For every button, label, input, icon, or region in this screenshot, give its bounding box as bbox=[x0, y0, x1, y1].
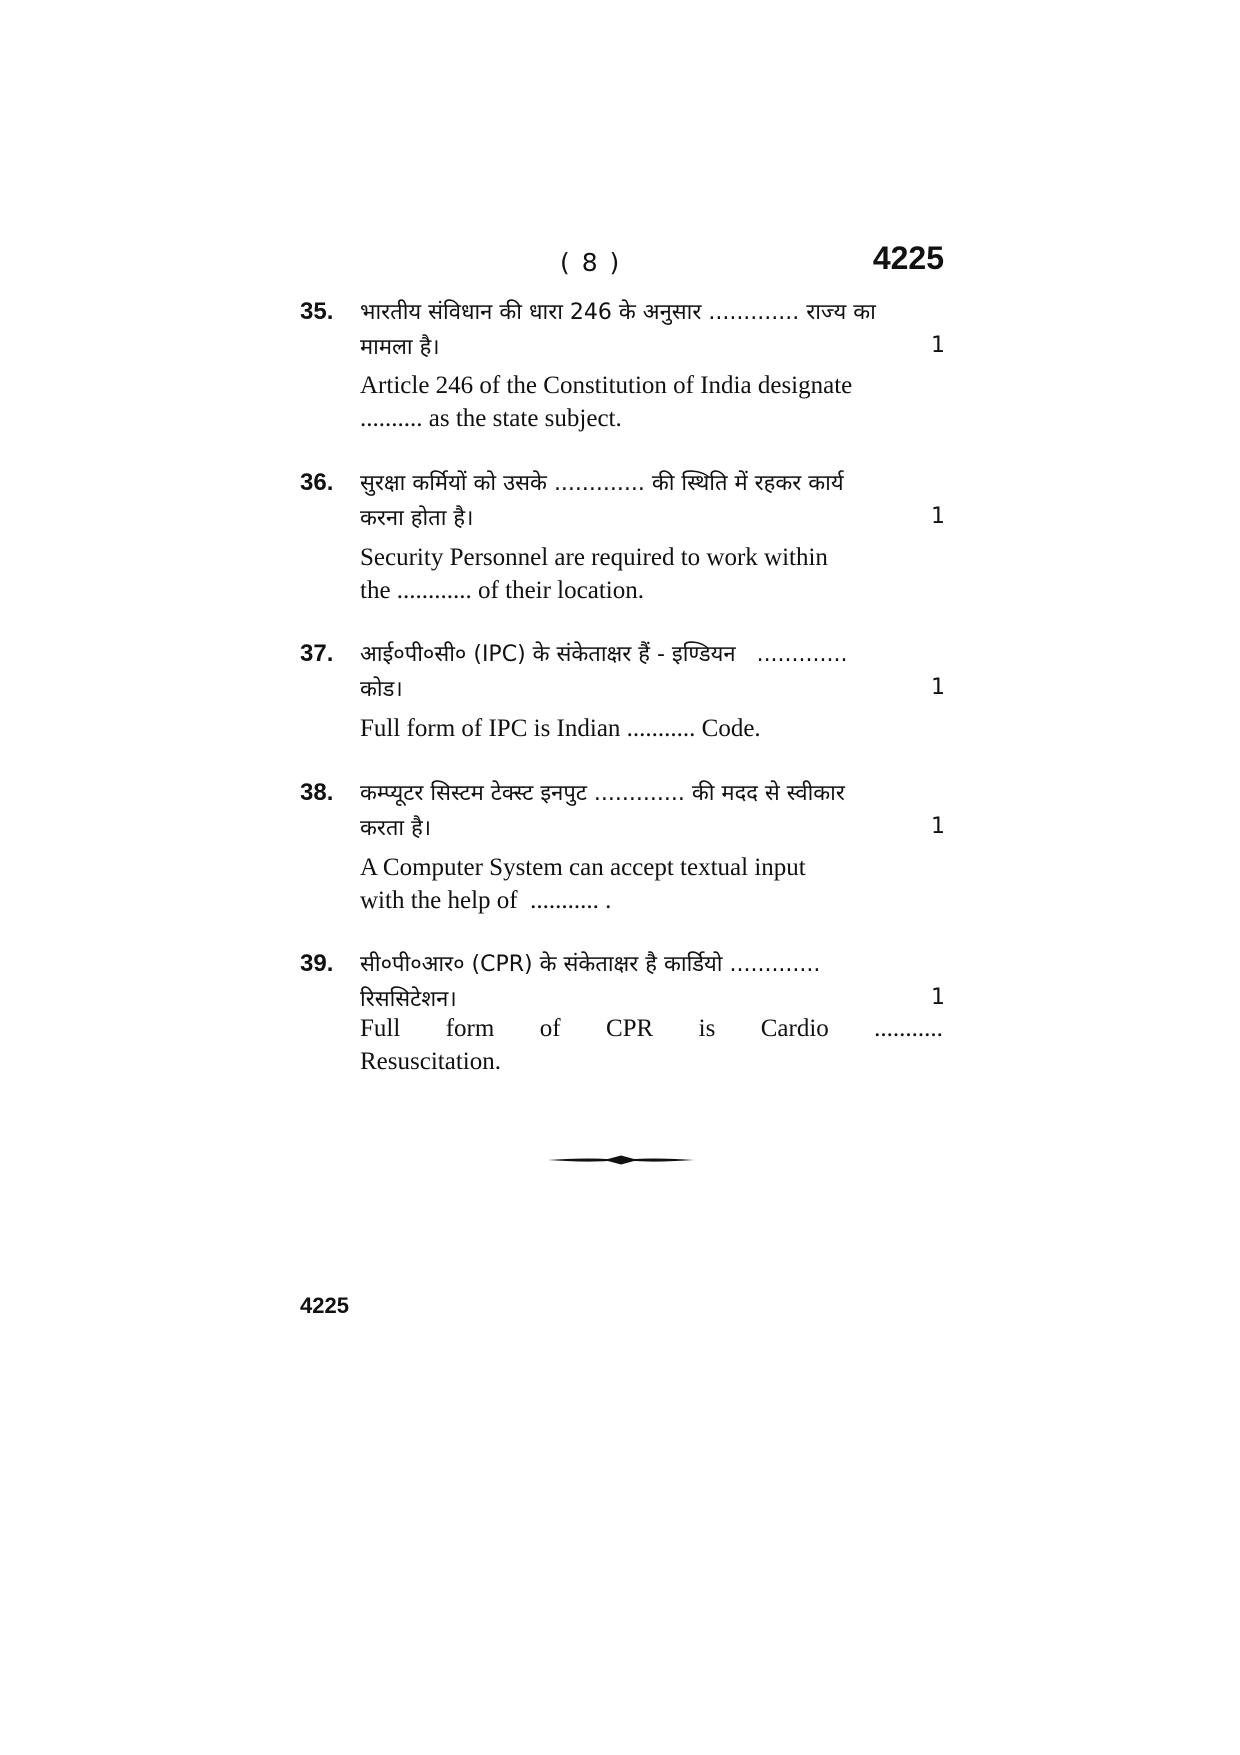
hindi-line: आई०पी०सी० (IPC) के संकेताक्षर हैं - इण्डियन ............. bbox=[360, 642, 848, 667]
question-39 bbox=[300, 950, 947, 1080]
question-hindi-text bbox=[360, 947, 943, 1017]
marks: 1 bbox=[931, 675, 945, 700]
hindi-line: करना होता है। bbox=[360, 506, 474, 531]
hindi-line: मामला है। bbox=[360, 335, 440, 360]
english-line: the ............ of their location. bbox=[360, 577, 644, 604]
english-line bbox=[360, 1012, 943, 1045]
english-line: A Computer System can accept textual input bbox=[360, 854, 806, 881]
english-word: is bbox=[698, 1015, 716, 1042]
question-37 bbox=[300, 640, 947, 750]
hindi-line: सी०पी०आर० (CPR) के संकेताक्षर है कार्डियो ............. bbox=[360, 952, 821, 977]
hindi-line: कम्प्यूटर सिस्टम टेक्स्ट इनपुट ............. की मदद से स्वीकार bbox=[360, 781, 845, 806]
question-number: 35. bbox=[300, 298, 334, 325]
question-36 bbox=[300, 469, 947, 609]
marks: 1 bbox=[931, 985, 945, 1010]
english-word: of bbox=[539, 1015, 561, 1042]
marks: 1 bbox=[931, 504, 945, 529]
question-english-text bbox=[360, 712, 943, 745]
marks: 1 bbox=[931, 333, 945, 358]
question-english-text bbox=[360, 541, 943, 607]
question-english-text bbox=[360, 1012, 943, 1078]
question-35 bbox=[300, 298, 947, 438]
english-line: with the help of ........... . bbox=[360, 887, 612, 914]
question-english-text bbox=[360, 851, 943, 917]
end-ornament-divider bbox=[548, 1154, 694, 1166]
english-line: Article 246 of the Constitution of India designate bbox=[360, 372, 853, 399]
english-word: ........... bbox=[874, 1015, 943, 1042]
english-line: Full form of IPC is Indian ........... Code. bbox=[360, 715, 761, 742]
english-word: CPR bbox=[605, 1015, 654, 1042]
english-line: .......... as the state subject. bbox=[360, 405, 622, 432]
marks: 1 bbox=[931, 814, 945, 839]
question-number: 38. bbox=[300, 779, 334, 806]
paper-code-footer: 4225 bbox=[300, 1293, 349, 1318]
english-word: form bbox=[445, 1015, 495, 1042]
hindi-line: करता है। bbox=[360, 816, 432, 841]
hindi-line: रिससिटेशन। bbox=[360, 987, 457, 1012]
english-word: Cardio bbox=[760, 1015, 829, 1042]
question-38 bbox=[300, 779, 947, 919]
question-english-text bbox=[360, 369, 943, 435]
page-number: ( 8 ) bbox=[560, 248, 622, 277]
hindi-line: भारतीय संविधान की धारा 246 के अनुसार ............. राज्य का bbox=[360, 300, 876, 325]
question-hindi-text bbox=[360, 637, 943, 707]
question-number: 39. bbox=[300, 950, 334, 977]
english-word: Full bbox=[360, 1015, 401, 1042]
paper-code-header: 4225 bbox=[872, 240, 944, 276]
question-number: 37. bbox=[300, 640, 334, 667]
hindi-line: सुरक्षा कर्मियों को उसके ............. की स्थिति में रहकर कार्य bbox=[360, 471, 844, 496]
english-line: Security Personnel are required to work within bbox=[360, 544, 828, 571]
hindi-line: कोड। bbox=[360, 677, 403, 702]
question-hindi-text bbox=[360, 295, 943, 365]
question-hindi-text bbox=[360, 776, 943, 846]
question-hindi-text bbox=[360, 466, 943, 536]
page-header bbox=[300, 240, 950, 294]
question-number: 36. bbox=[300, 469, 334, 496]
english-line: Resuscitation. bbox=[360, 1048, 501, 1075]
